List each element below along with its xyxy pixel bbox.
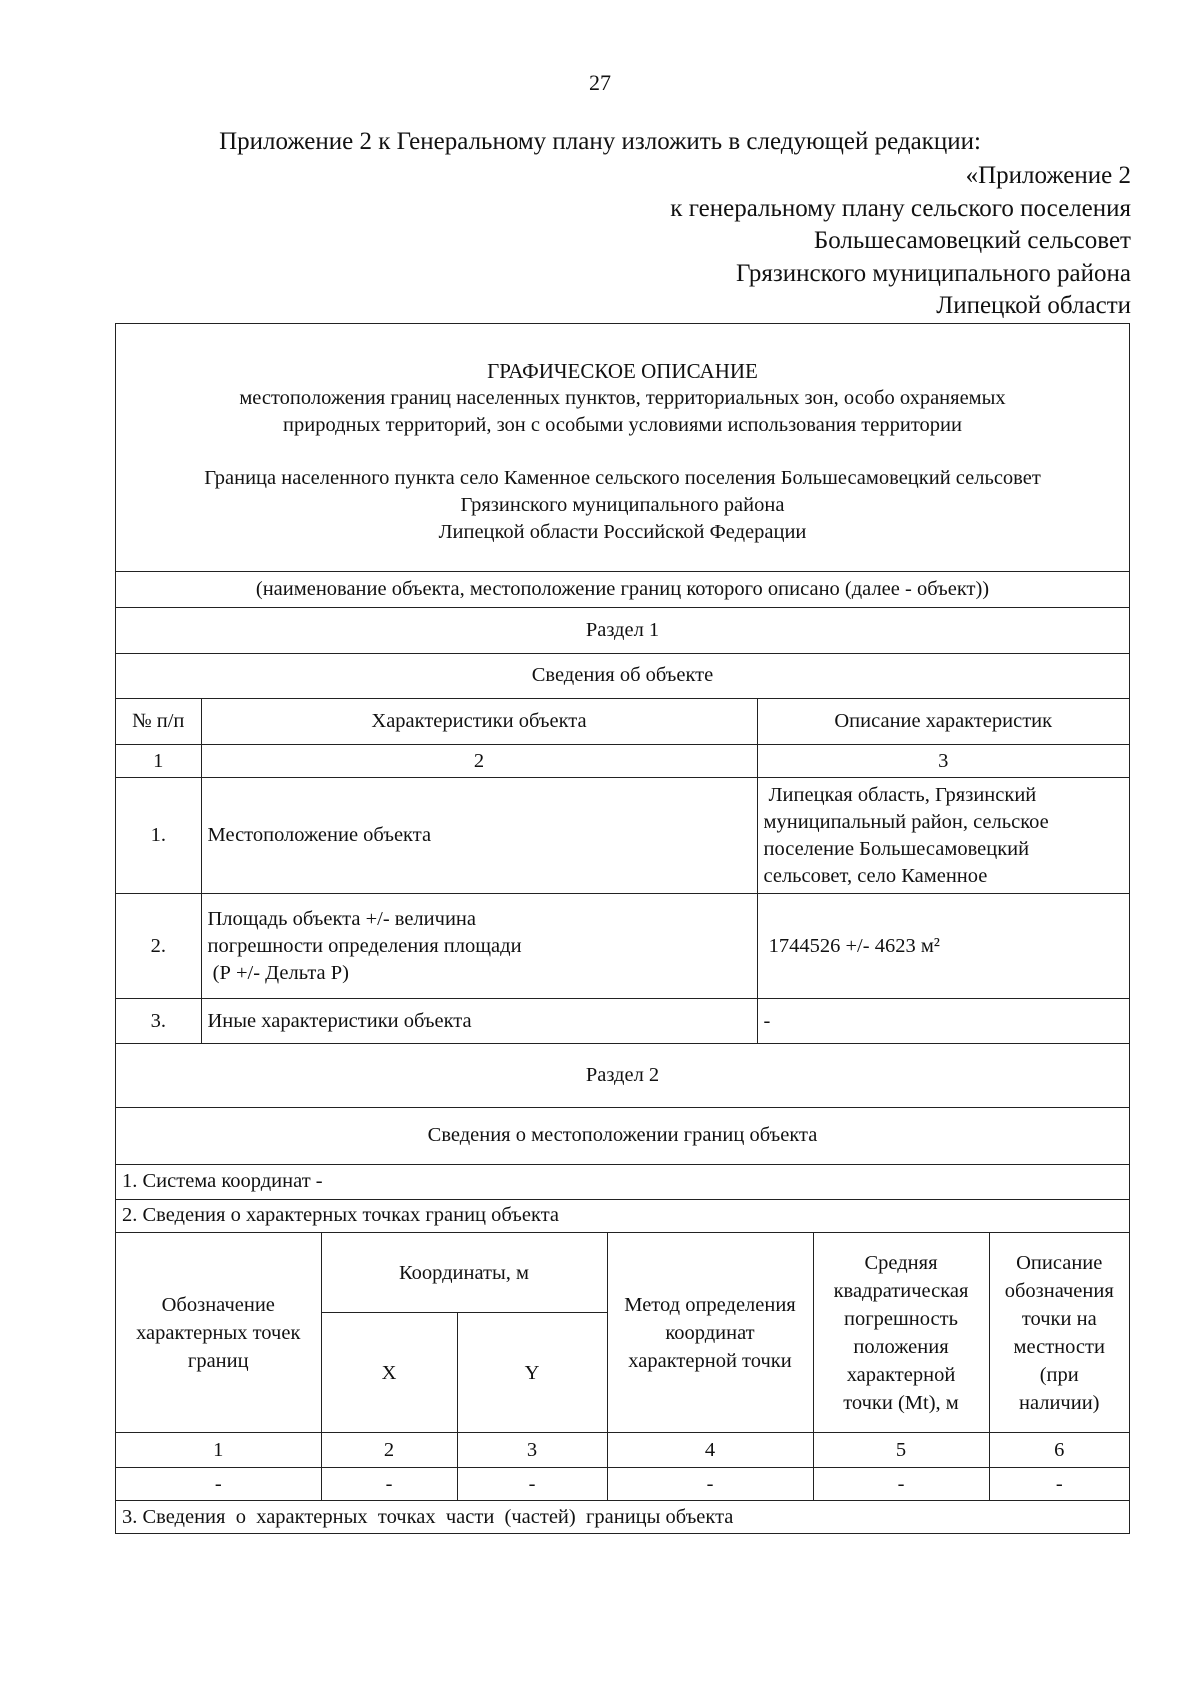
table-header-row: [116, 699, 1129, 745]
column-header: Описание характеристик: [757, 699, 1129, 745]
table-cell: -: [813, 1468, 989, 1501]
table-header-row: [116, 1233, 1129, 1313]
intro-line: Приложение 2 к Генеральному плану изложить в следующей редакции:: [219, 128, 981, 155]
characteristic-cell: [201, 894, 757, 999]
part-points-heading: 3. Сведения о характерных точках части (частей) границы объекта: [122, 1506, 734, 1528]
object-name: Граница населенного пункта село Каменное сельского поселения Большесамовецкий сельсовет: [204, 467, 1041, 489]
column-header-method: [607, 1233, 813, 1433]
object-name: Липецкой области Российской Федерации: [438, 521, 807, 543]
column-header: Характеристики объекта: [201, 699, 757, 745]
column-number: 3: [757, 745, 1129, 778]
column-number-row: [116, 745, 1129, 778]
doc-subheading: природных территорий, зон с особыми условиями использования территории: [283, 414, 962, 436]
header-line: характерной точки: [628, 1349, 792, 1372]
doc-subheading: местоположения границ населенных пунктов, территориальных зон, особо охраняемых: [239, 387, 1006, 409]
boundary-points-table: [116, 1232, 1129, 1501]
appendix-header-line: к генеральному плану сельского поселения: [670, 194, 1131, 222]
header-line: квадратическая: [833, 1279, 969, 1302]
section1-title: Раздел 1: [116, 607, 1129, 653]
table-cell: -: [116, 1468, 321, 1501]
column-number: 2: [201, 745, 757, 778]
column-header-coordinates: Координаты, м: [321, 1233, 607, 1313]
description-cell: [757, 894, 1129, 999]
column-number: 4: [607, 1433, 813, 1468]
table-cell: -: [607, 1468, 813, 1501]
table-row: [116, 894, 1129, 999]
description-line: -: [763, 1009, 771, 1032]
column-header-designation: [116, 1233, 321, 1433]
area-value: 1744526 +/- 4623 м²: [763, 934, 940, 957]
description-line: сельсовет, село Каменное: [763, 864, 988, 887]
section2-subtitle: Сведения о местоположении границ объекта: [116, 1107, 1129, 1164]
header-line: обозначения: [1004, 1279, 1114, 1302]
appendix-header-line: Большесамовецкий сельсовет: [813, 227, 1131, 254]
characteristic-line: (Р +/- Дельта Р): [207, 961, 349, 984]
header-line: координат: [665, 1321, 755, 1344]
column-number-row: [116, 1433, 1129, 1468]
header-line: (при: [1039, 1363, 1079, 1386]
column-header: № п/п: [116, 699, 201, 745]
header-line: характерной: [846, 1363, 956, 1386]
characteristic-line: Местоположение объекта: [207, 824, 432, 846]
header-line: точки на: [1021, 1307, 1097, 1330]
table-cell: -: [321, 1468, 457, 1501]
column-header-description: [989, 1233, 1129, 1433]
section2-title: Раздел 2: [585, 1064, 660, 1086]
header-line: Обозначение: [161, 1293, 275, 1316]
table-row: [116, 778, 1129, 894]
column-number: 1: [116, 1433, 321, 1468]
header-line: местности: [1013, 1335, 1105, 1358]
description-line: муниципальный район, сельское: [763, 810, 1049, 833]
table-cell: -: [457, 1468, 607, 1501]
coordinate-system: 1. Система координат -: [116, 1164, 1129, 1199]
object-info-table: [116, 698, 1129, 1044]
appendix-header-line: Грязинского муниципального района: [736, 259, 1131, 287]
description-line: поселение Большесамовецкий: [763, 837, 1030, 860]
title-block: [116, 324, 1129, 571]
header-line: положения: [853, 1335, 949, 1358]
header-line: Средняя: [864, 1251, 938, 1274]
header-line: Описание: [1016, 1251, 1103, 1274]
column-number: 6: [989, 1433, 1129, 1468]
table-row: [116, 999, 1129, 1044]
object-name: Грязинского муниципального района: [460, 494, 785, 516]
header-line: характерных точек: [136, 1321, 301, 1344]
column-header-y: Y: [457, 1313, 607, 1433]
column-number: 1: [116, 745, 201, 778]
description-cell: [757, 999, 1129, 1044]
doc-heading: ГРАФИЧЕСКОЕ ОПИСАНИЕ: [487, 359, 758, 383]
column-header-error: [813, 1233, 989, 1433]
object-caption: (наименование объекта, местоположение границ которого описано (далее - объект)): [116, 571, 1129, 607]
row-number: 1.: [116, 778, 201, 894]
boundary-points-heading: 2. Сведения о характерных точках границ объекта: [116, 1199, 1129, 1232]
description-cell: [757, 778, 1129, 894]
characteristic-cell: [201, 999, 757, 1044]
row-number: 3.: [116, 999, 201, 1044]
column-number: 3: [457, 1433, 607, 1468]
table-cell: -: [989, 1468, 1129, 1501]
header-line: Метод определения: [624, 1293, 796, 1316]
column-number: 5: [813, 1433, 989, 1468]
appendix-header: [431, 160, 1131, 323]
row-number: 2.: [116, 894, 201, 999]
appendix-header-line: Липецкой области: [936, 292, 1131, 319]
header-line: наличии): [1018, 1391, 1100, 1414]
appendix-header-line: «Приложение 2: [965, 162, 1131, 189]
header-line: точки (Mt), м: [843, 1391, 959, 1414]
characteristic-cell: [201, 778, 757, 894]
characteristic-line: Иные характеристики объекта: [207, 1009, 472, 1032]
section1-subtitle: Сведения об объекте: [116, 653, 1129, 698]
table-row: [116, 1468, 1129, 1501]
graphic-description-form: [115, 323, 1130, 1534]
description-line: Липецкая область, Грязинский: [763, 783, 1037, 806]
header-line: границ: [187, 1349, 249, 1372]
header-line: погрешность: [844, 1307, 958, 1330]
column-number: 2: [321, 1433, 457, 1468]
characteristic-line: погрешности определения площади: [207, 934, 522, 957]
page-number: 27: [589, 70, 611, 95]
column-header-x: X: [321, 1313, 457, 1433]
characteristic-line: Площадь объекта +/- величина: [207, 907, 476, 930]
